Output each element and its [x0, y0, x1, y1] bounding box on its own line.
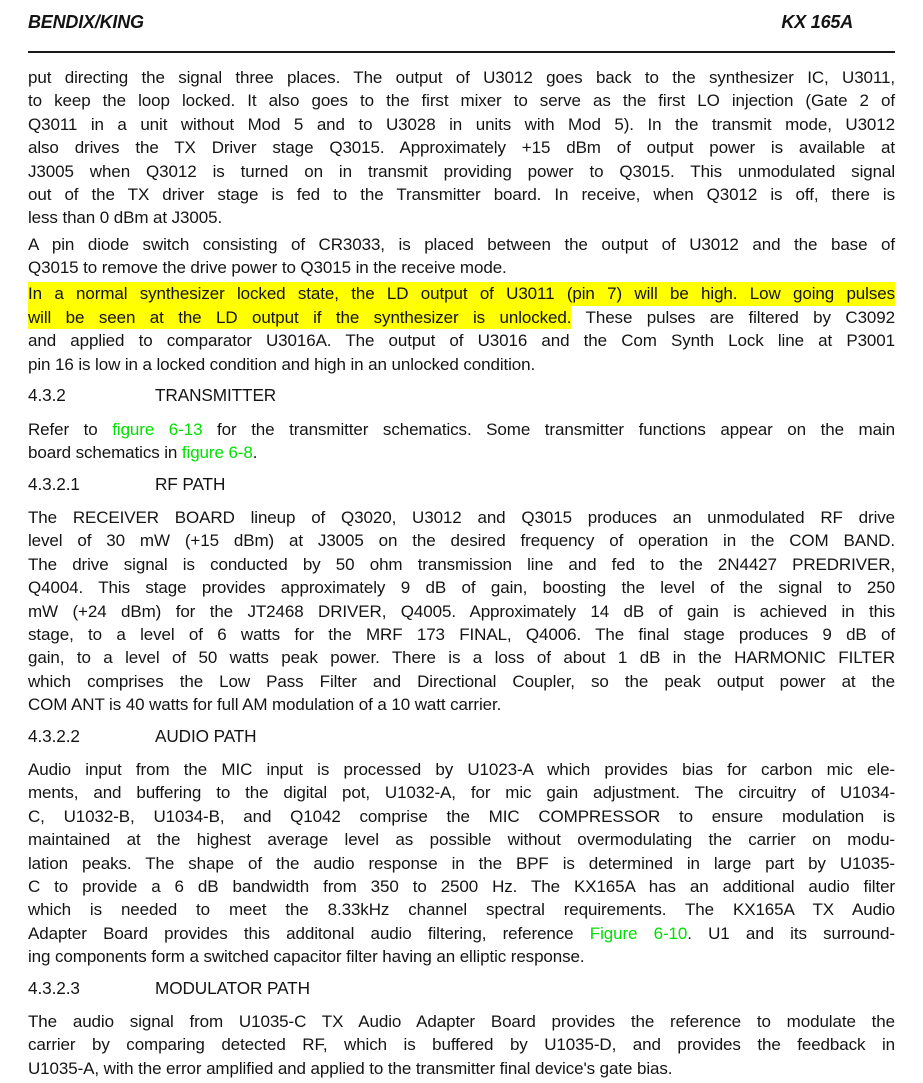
- text-line: [28, 670, 895, 693]
- text-span: . U1 and its surround-: [687, 923, 895, 943]
- text-line: [28, 283, 895, 306]
- text-line: [28, 553, 895, 576]
- paragraph: [28, 758, 895, 969]
- header-rule: [28, 51, 895, 53]
- paragraph: [28, 233, 895, 280]
- text-line: [28, 623, 895, 646]
- text-span: carrier by comparing detected RF, which is buffered by U1035-D, and provides the feedback in: [28, 1035, 895, 1055]
- text-span: ments, and buffering to the digital pot, U1032-A, for mic gain adjustment. The circuitry of U1034-: [28, 783, 895, 803]
- paragraph: [28, 283, 895, 377]
- text-span: The audio signal from U1035-C TX Audio Adapter Board provides the reference to modulate the: [28, 1012, 895, 1032]
- text-span: less than 0 dBm at J3005.: [28, 208, 223, 228]
- text-line: [28, 256, 895, 279]
- text-span: mW (+24 dBm) for the JT2468 DRIVER, Q4005. Approximately 14 dB of gain is achieved in this: [28, 601, 895, 621]
- figure-link[interactable]: figure 6-8: [181, 443, 253, 463]
- text-span: ing components form a switched capacitor filter having an elliptic response.: [28, 947, 585, 967]
- text-span: Refer to: [28, 419, 113, 439]
- text-span: The RECEIVER BOARD lineup of Q3020, U3012 and Q3015 produces an unmodulated RF drive: [28, 507, 895, 527]
- paragraph: [28, 66, 895, 230]
- section-number: 4.3.2: [28, 385, 66, 406]
- text-span: C, U1032-B, U1034-B, and Q1042 comprise the MIC COMPRESSOR to ensure modulation is: [28, 806, 895, 826]
- text-span: which is needed to meet the 8.33kHz channel spectral requirements. The KX165A TX Audio: [28, 900, 895, 920]
- text-span: COM ANT is 40 watts for full AM modulation of a 10 watt carrier.: [28, 695, 502, 715]
- text-span: out of the TX driver stage is fed to the Transmitter board. In receive, when Q3012 is off, there is: [28, 185, 895, 205]
- text-span: pin 16 is low in a locked condition and high in an unlocked condition.: [28, 354, 536, 374]
- section-title: MODULATOR PATH: [155, 977, 310, 998]
- text-line: [28, 646, 895, 669]
- page-header: [28, 12, 895, 33]
- text-span: level of 30 mW (+15 dBm) at J3005 on the desired frequency of operation in the COM BAND.: [28, 531, 895, 551]
- text-span: also drives the TX Driver stage Q3015. Approximately +15 dBm of output power is available at: [28, 138, 895, 158]
- section-title: RF PATH: [155, 473, 226, 494]
- document-body: [28, 66, 895, 1083]
- text-span: C to provide a 6 dB bandwidth from 350 to 2500 Hz. The KX165A has an additional audio filter: [28, 877, 895, 896]
- text-line: [28, 329, 895, 352]
- text-line: [28, 66, 895, 89]
- text-line: [28, 506, 895, 529]
- text-line: [28, 418, 895, 441]
- section-heading: [28, 473, 895, 496]
- text-line: [28, 828, 895, 851]
- text-line: [28, 945, 895, 968]
- text-span: which comprises the Low Pass Filter and Directional Coupler, so the peak output power at the: [28, 671, 895, 691]
- text-span: Adapter Board provides this additonal audio filtering, reference: [28, 923, 590, 943]
- text-span: Audio input from the MIC input is processed by U1023-A which provides bias for carbon mic ele-: [28, 759, 895, 779]
- text-span: maintained at the highest average level as possible without overmodulating the carrier on modu-: [28, 830, 895, 850]
- paragraph: [28, 506, 895, 717]
- text-line: [28, 160, 895, 183]
- text-span: to keep the loop locked. It also goes to the first mixer to serve as the first LO injection (Gate 2 of: [28, 91, 895, 111]
- model-title: KX 165A: [781, 12, 853, 32]
- text-line: [28, 183, 895, 206]
- text-span: put directing the signal three places. The output of U3012 goes back to the synthesizer IC, U3011,: [28, 68, 895, 87]
- section-heading: [28, 384, 895, 407]
- text-span: and applied to comparator U3016A. The output of U3016 and the Com Synth Lock line at P3001: [28, 331, 895, 351]
- text-line: [28, 693, 895, 716]
- text-span: Q3011 in a unit without Mod 5 and to U3028 in units with Mod 5). In the transmit mode, U3012: [28, 114, 895, 134]
- text-line: [28, 781, 895, 804]
- text-line: [28, 1033, 895, 1056]
- text-span: Q4004. This stage provides approximately 9 dB of gain, boosting the level of the signal to 250: [28, 578, 895, 598]
- paragraph: [28, 418, 895, 465]
- text-line: [28, 852, 895, 875]
- text-span: lation peaks. The shape of the audio response in the BPF is determined in large part by U1035-: [28, 853, 895, 873]
- text-span: gain, to a level of 50 watts peak power. There is a loss of about 1 dB in the HARMONIC FILTER: [28, 648, 895, 668]
- highlighted-text: will be seen at the LD output if the synthesizer is unlocked.: [28, 306, 571, 329]
- highlighted-text: In a normal synthesizer locked state, the LD output of U3011 (pin 7) will be high. Low going pulses: [28, 282, 895, 305]
- section-number: 4.3.2.2: [28, 725, 80, 746]
- section-number: 4.3.2.1: [28, 473, 80, 494]
- text-span: A pin diode switch consisting of CR3033, is placed between the output of U3012 and the base of: [28, 234, 895, 254]
- text-span: U1035-A, with the error amplified and applied to the transmitter final device's gate bias.: [28, 1058, 673, 1078]
- text-line: [28, 206, 895, 229]
- figure-link[interactable]: Figure 6-10: [589, 923, 688, 943]
- text-span: The drive signal is conducted by 50 ohm transmission line and fed to the 2N4427 PREDRIVER,: [28, 554, 895, 574]
- text-line: [28, 136, 895, 159]
- text-line: [28, 600, 895, 623]
- text-line: [28, 306, 895, 329]
- text-line: [28, 922, 895, 945]
- section-title: TRANSMITTER: [155, 385, 277, 406]
- figure-link[interactable]: figure 6-13: [112, 419, 203, 439]
- text-line: [28, 529, 895, 552]
- text-line: [28, 576, 895, 599]
- text-line: [28, 1010, 895, 1033]
- section-number: 4.3.2.3: [28, 977, 80, 998]
- section-heading: [28, 725, 895, 748]
- manufacturer-title: BENDIX/KING: [28, 12, 144, 32]
- text-line: [28, 805, 895, 828]
- section-title: AUDIO PATH: [155, 725, 257, 746]
- text-span: stage, to a level of 6 watts for the MRF 173 FINAL, Q4006. The final stage produces 9 dB of: [28, 624, 895, 644]
- text-line: [28, 113, 895, 136]
- text-line: [28, 441, 895, 464]
- text-span: J3005 when Q3012 is turned on in transmit providing power to Q3015. This unmodulated signal: [28, 161, 895, 181]
- text-line: [28, 758, 895, 781]
- text-span: Q3015 to remove the drive power to Q3015 in the receive mode.: [28, 258, 507, 278]
- text-span: board schematics in: [28, 443, 182, 463]
- text-line: [28, 1057, 895, 1080]
- text-line: [28, 89, 895, 112]
- text-line: [28, 875, 895, 898]
- text-line: [28, 898, 895, 921]
- text-line: [28, 233, 895, 256]
- text-span: These pulses are filtered by C3092: [571, 308, 895, 328]
- section-heading: [28, 977, 895, 1000]
- text-line: [28, 353, 895, 376]
- paragraph: [28, 1010, 895, 1080]
- text-span: .: [252, 443, 258, 463]
- text-span: for the transmitter schematics. Some transmitter functions appear on the main: [202, 419, 895, 439]
